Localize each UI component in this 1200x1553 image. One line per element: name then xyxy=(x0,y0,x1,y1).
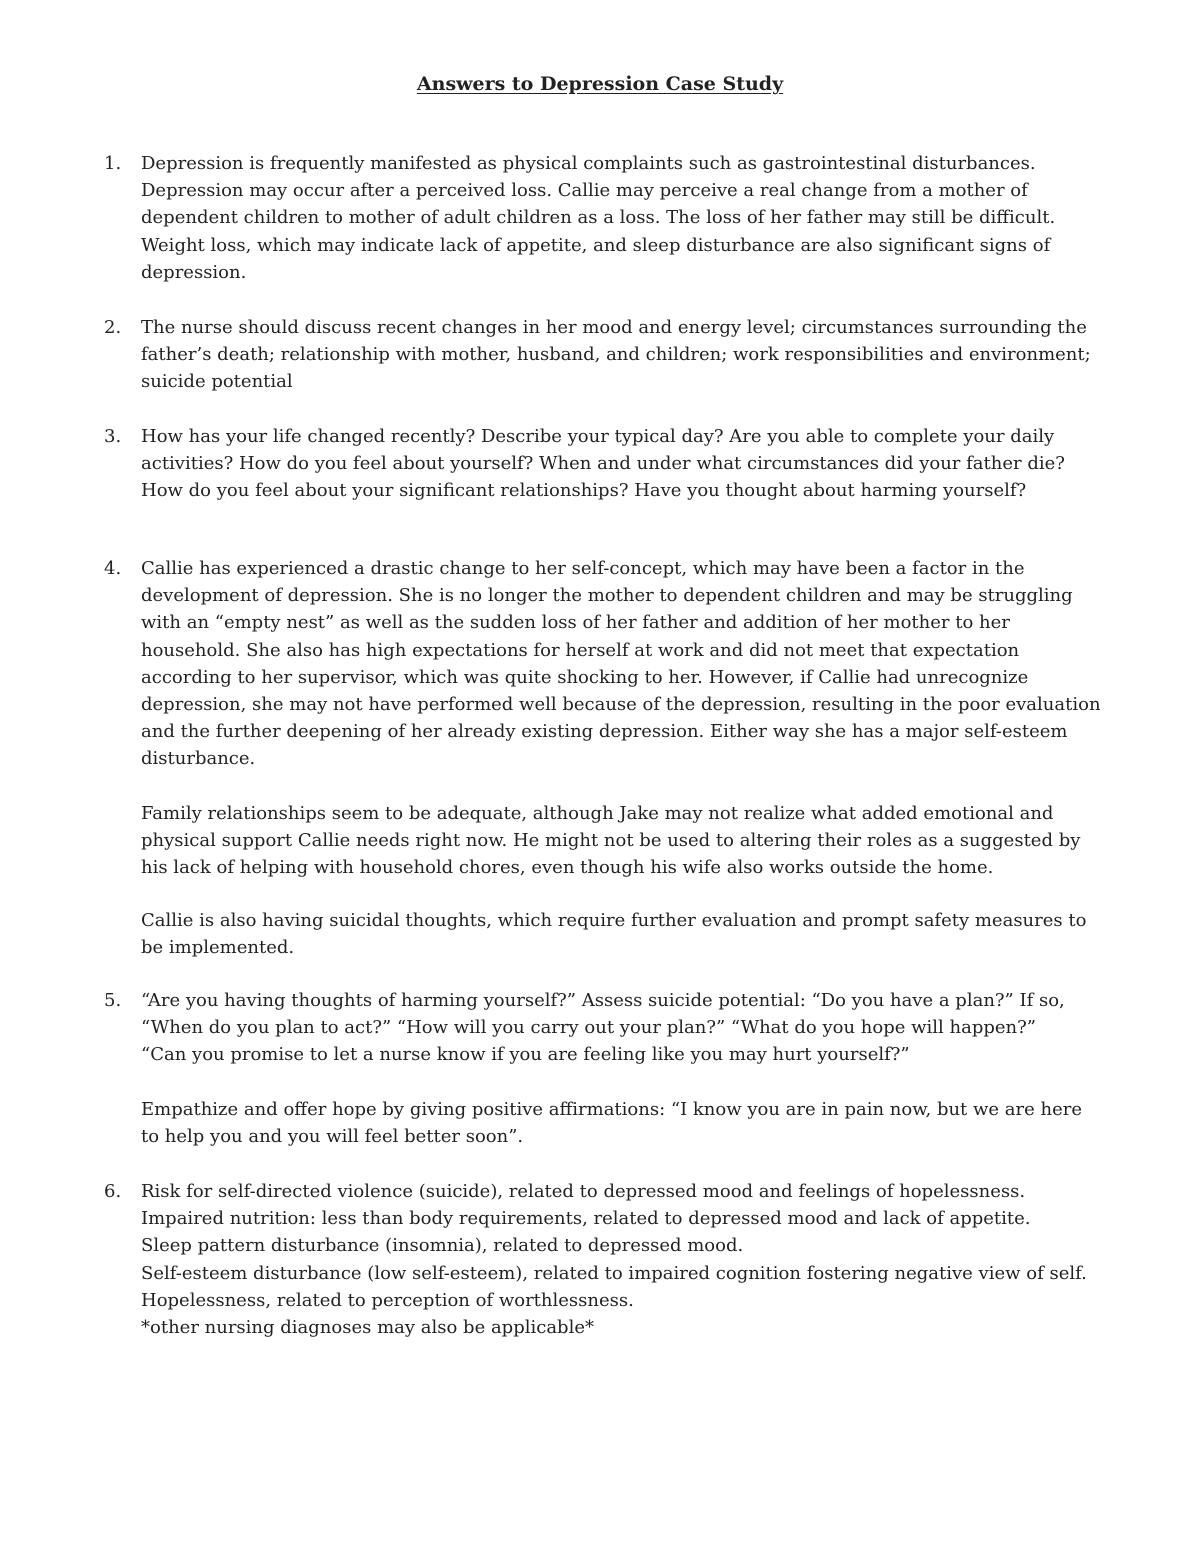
text-line: activities? How do you feel about yourself? When and under what circumstances did your father die? xyxy=(141,453,1065,475)
text-line: “Are you having thoughts of harming yourself?” Assess suicide potential: “Do you have a plan?” If so, xyxy=(141,990,1065,1011)
text-line: father’s death; relationship with mother, husband, and children; work responsibilities and environment; xyxy=(141,344,1091,366)
answer-number: 4. xyxy=(104,558,122,579)
text-line: Depression is frequently manifested as physical complaints such as gastrointestinal disturbances. xyxy=(141,153,1036,174)
text-line: suicide potential xyxy=(141,371,293,393)
text-line: according to her supervisor, which was quite shocking to her. However, if Callie had unrecognize xyxy=(141,666,1029,688)
answer-paragraph xyxy=(141,1096,1171,1150)
text-line: Self-esteem disturbance (low self-esteem), related to impaired cognition fostering negative view of self. xyxy=(141,1262,1087,1284)
text-line: be implemented. xyxy=(141,937,295,959)
text-line: “Can you promise to let a nurse know if you are feeling like you may hurt yourself?” xyxy=(141,1044,910,1066)
text-line: Impaired nutrition: less than body requirements, related to depressed mood and lack of appetite. xyxy=(141,1208,1031,1230)
answer-number: 5. xyxy=(104,990,122,1011)
text-line: his lack of helping with household chores, even though his wife also works outside the home. xyxy=(141,857,994,879)
answer-number: 1. xyxy=(104,153,122,174)
text-line: household. She also has high expectations for herself at work and did not meet that expectation xyxy=(141,639,1020,661)
answer-paragraph xyxy=(141,555,1171,773)
text-line: dependent children to mother of adult children as a loss. The loss of her father may still be difficult. xyxy=(141,207,1056,229)
answer-paragraph xyxy=(141,1178,1171,1341)
text-line: How has your life changed recently? Describe your typical day? Are you able to complete your daily xyxy=(141,426,1055,447)
text-line: Empathize and offer hope by giving positive affirmations: “I know you are in pain now, but we are here xyxy=(141,1099,1083,1120)
answer-paragraph xyxy=(141,423,1171,505)
text-line: Sleep pattern disturbance (insomnia), related to depressed mood. xyxy=(141,1235,744,1257)
text-line: physical support Callie needs right now. He might not be used to altering their roles as a suggested by xyxy=(141,830,1081,852)
answer-number: 6. xyxy=(104,1181,122,1202)
text-line: development of depression. She is no longer the mother to dependent children and may be struggling xyxy=(141,585,1073,607)
document-title: Answers to Depression Case Study xyxy=(416,73,784,95)
text-line: Callie has experienced a drastic change to her self-concept, which may have been a factor in the xyxy=(141,558,1025,579)
text-line: How do you feel about your significant relationships? Have you thought about harming yourself? xyxy=(141,480,1027,502)
answer-number: 3. xyxy=(104,426,122,447)
text-line: with an “empty nest” as well as the sudden loss of her father and addition of her mother to her xyxy=(141,612,1010,634)
text-line: disturbance. xyxy=(141,748,256,770)
answer-paragraph xyxy=(141,314,1171,396)
answer-paragraph xyxy=(141,800,1171,882)
text-line: Hopelessness, related to perception of worthlessness. xyxy=(141,1289,634,1311)
text-line: depression, she may not have performed well because of the depression, resulting in the poor evaluation xyxy=(141,694,1101,716)
text-line: *other nursing diagnoses may also be applicable* xyxy=(141,1317,594,1339)
text-line: to help you and you will feel better soon”. xyxy=(141,1126,524,1148)
text-line: depression. xyxy=(141,261,247,283)
text-line: Weight loss, which may indicate lack of appetite, and sleep disturbance are also significant signs of xyxy=(141,234,1051,256)
answer-number: 2. xyxy=(104,317,122,338)
answer-paragraph xyxy=(141,907,1171,961)
answer-paragraph xyxy=(141,150,1171,286)
text-line: Callie is also having suicidal thoughts, which require further evaluation and prompt safety measures to xyxy=(141,910,1087,931)
text-line: and the further deepening of her already existing depression. Either way she has a major self-esteem xyxy=(141,721,1068,743)
text-line: The nurse should discuss recent changes in her mood and energy level; circumstances surrounding the xyxy=(141,317,1087,338)
text-line: Family relationships seem to be adequate, although Jake may not realize what added emotional and xyxy=(141,803,1054,824)
answer-paragraph xyxy=(141,987,1171,1069)
text-line: Risk for self-directed violence (suicide), related to depressed mood and feelings of hopelessness. xyxy=(141,1181,1026,1202)
text-line: Depression may occur after a perceived loss. Callie may perceive a real change from a mother of xyxy=(141,180,1028,202)
text-line: “When do you plan to act?” “How will you carry out your plan?” “What do you hope will happen?” xyxy=(141,1017,1036,1039)
